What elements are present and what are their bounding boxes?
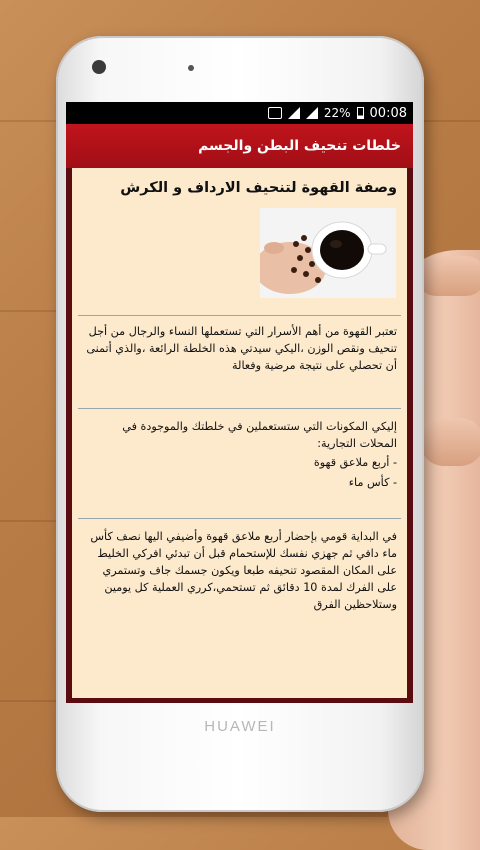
battery-percent: 22% — [323, 106, 351, 120]
coffee-cup-photo — [260, 208, 396, 298]
screen — [66, 102, 413, 703]
ingredients-intro: إليكي المكونات التي ستستعملين في خلطتك والموجودة في المحلات التجارية: — [122, 420, 397, 450]
finger — [420, 418, 480, 466]
coffee-cup-icon — [260, 208, 396, 298]
sensor-icon — [188, 65, 194, 71]
phone-icon — [268, 107, 282, 119]
status-bar — [66, 102, 413, 124]
divider — [78, 518, 401, 519]
app-bar — [66, 124, 413, 168]
article-title: وصفة القهوة لتنحيف الارداف و الكرش — [120, 180, 397, 196]
method-paragraph: في البداية قومي بإحضار أربع ملاعق قهوة وأضيفي اليها نصف كأس ماء دافي ثم جهزي نفسك للإستحمام قبل أن تبدئي افركي الخليط على المكان المقصود تنحيفه طبعا ويكون جسمك جاف وتستمري على الفرك لمدة 10 دقائق ثم تستحمي،كرري العملية كل يومين وستلاحظين الفرق — [90, 530, 397, 611]
divider — [78, 408, 401, 409]
intro-paragraph: تعتبر القهوة من أهم الأسرار التي تستعملها النساء والرجال من أجل تنحيف ونقص الوزن ،اليكي سيدتي هذه الخلطة الرائعة ،والذي أتمنى أن تحصلي على نتيجة مرضية وفعالة — [86, 325, 397, 372]
finger — [416, 256, 480, 296]
clock: 00:08 — [369, 105, 407, 121]
signal-icon — [288, 107, 300, 119]
ingredient-item: - أربع ملاعق قهوة — [313, 456, 397, 469]
article-content[interactable] — [72, 168, 407, 698]
app-title: خلطات تنحيف البطن والجسم — [198, 138, 401, 154]
ingredient-item: - كأس ماء — [348, 476, 397, 489]
brand-logo: HUAWEI — [204, 718, 276, 735]
divider — [78, 315, 401, 316]
battery-icon — [357, 107, 364, 119]
signal-icon-2 — [306, 107, 318, 119]
front-camera-icon — [92, 60, 106, 74]
